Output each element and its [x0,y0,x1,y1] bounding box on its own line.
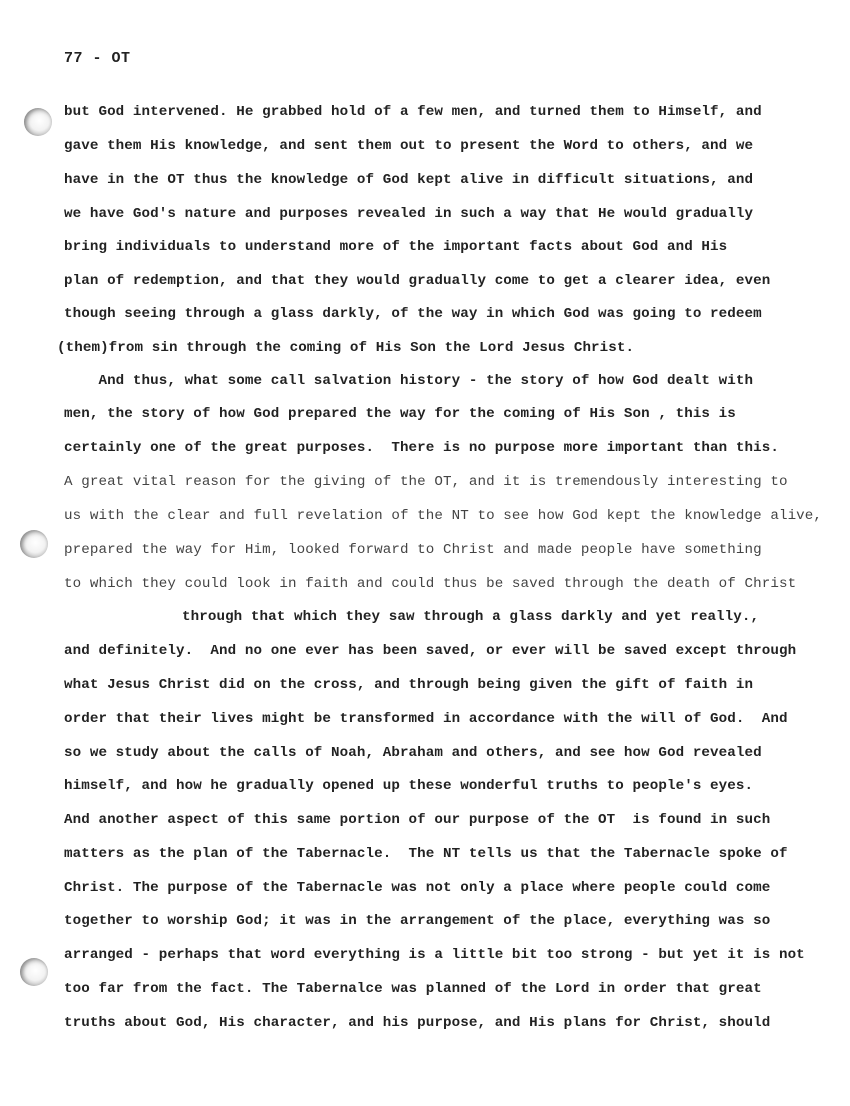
text-line: we have God's nature and purposes revealed in such a way that He would gradually [64,206,754,222]
text-line: plan of redemption, and that they would gradually come to get a clearer idea, even [64,273,771,289]
text-line: (them)from sin through the coming of His Son the Lord Jesus Christ. [57,340,635,356]
text-line: too far from the fact. The Tabernalce was planned of the Lord in order that great [64,981,762,997]
text-line: arranged - perhaps that word everything is a little bit too strong - but yet it is not [64,947,805,963]
text-line: certainly one of the great purposes. There is no purpose more important than this. [64,440,779,456]
text-line: Christ. The purpose of the Tabernacle was not only a place where people could come [64,880,771,896]
text-line: And another aspect of this same portion of our purpose of the OT is found in such [64,812,771,828]
text-line: have in the OT thus the knowledge of God kept alive in difficult situations, and [64,172,754,188]
text-line: and definitely. And no one ever has been saved, or ever will be saved except through [64,643,797,659]
text-line: gave them His knowledge, and sent them out to present the Word to others, and we [64,138,754,154]
text-line: though seeing through a glass darkly, of the way in which God was going to redeem [64,306,762,322]
text-line: himself, and how he gradually opened up these wonderful truths to people's eyes. [64,778,754,794]
text-line: bring individuals to understand more of the important facts about God and His [64,239,728,255]
binder-hole-bottom [20,958,48,986]
text-line: to which they could look in faith and could thus be saved through the death of Christ [64,576,797,592]
text-line: together to worship God; it was in the arrangement of the place, everything was so [64,913,771,929]
text-line: us with the clear and full revelation of the NT to see how God kept the knowledge alive, [64,508,823,524]
text-line: order that their lives might be transformed in accordance with the will of God. And [64,711,788,727]
page-number-header: 77 - OT [64,50,131,67]
text-line: through that which they saw through a glass darkly and yet really., [182,609,760,625]
text-line: men, the story of how God prepared the way for the coming of His Son , this is [64,406,736,422]
text-line: but God intervened. He grabbed hold of a few men, and turned them to Himself, and [64,104,762,120]
text-line: truths about God, His character, and his purpose, and His plans for Christ, should [64,1015,771,1031]
binder-hole-middle [20,530,48,558]
text-line: what Jesus Christ did on the cross, and through being given the gift of faith in [64,677,754,693]
text-line: matters as the plan of the Tabernacle. The NT tells us that the Tabernacle spoke of [64,846,788,862]
text-line: A great vital reason for the giving of the OT, and it is tremendously interesting to [64,474,788,490]
text-line: And thus, what some call salvation history - the story of how God dealt with [64,373,754,389]
binder-hole-top [24,108,52,136]
text-line: so we study about the calls of Noah, Abraham and others, and see how God revealed [64,745,762,761]
text-line: prepared the way for Him, looked forward to Christ and made people have something [64,542,762,558]
